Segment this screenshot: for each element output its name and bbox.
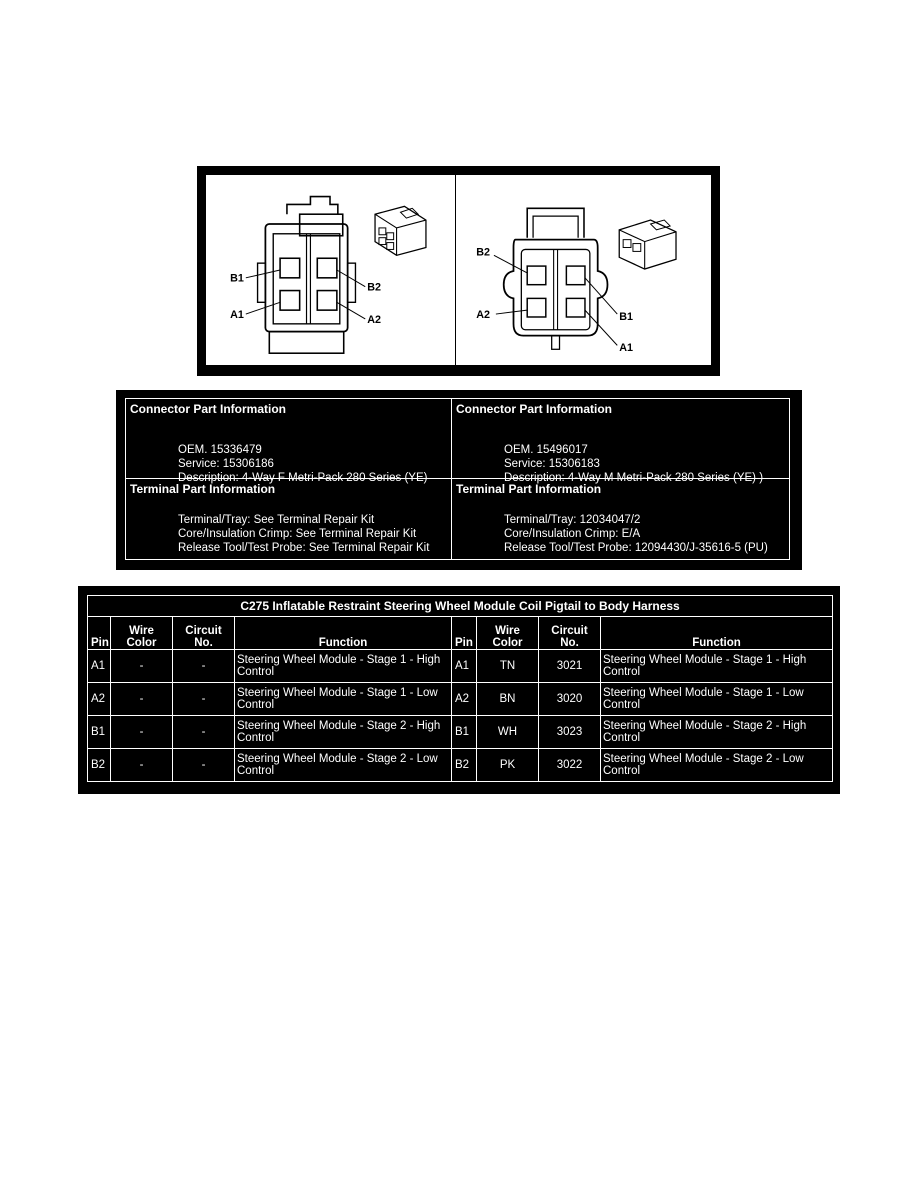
function-cell: Steering Wheel Module - Stage 2 - High Control [601,716,833,749]
wire-color-cell: - [111,650,173,683]
pin-cell: A1 [452,650,477,683]
wire-color-cell: BN [477,683,539,716]
section-heading: Connector Part Information [456,402,613,416]
column-header: Function [235,617,452,650]
description: Description: 4-Way F Metri-Pack 280 Series (YE) [178,472,428,484]
pin-label-b1: B1 [619,310,633,323]
pinout-table-box [78,586,840,794]
pin-cell: B2 [452,749,477,782]
connector-info-left [125,398,452,484]
column-header: Wire Color [477,617,539,650]
part-information-box [116,390,802,570]
table-row [88,683,833,716]
release-tool: Release Tool/Test Probe: See Terminal Repair Kit [178,542,430,554]
pin-cell: B1 [452,716,477,749]
wire-color-cell: - [111,683,173,716]
pin-label-b2: B2 [367,281,381,294]
circuit-cell: 3023 [539,716,601,749]
function-cell: Steering Wheel Module - Stage 2 - Low Control [601,749,833,782]
table-row [88,716,833,749]
pinout-table [87,595,833,782]
insulation-crimp: Core/Insulation Crimp: E/A [504,528,641,540]
column-header: Circuit No. [173,617,235,650]
service-number: Service: 15306186 [178,458,274,470]
male-connector-view [456,175,711,365]
insulation-crimp: Core/Insulation Crimp: See Terminal Repair Kit [178,528,417,540]
circuit-cell: - [173,749,235,782]
function-cell: Steering Wheel Module - Stage 2 - High Control [235,716,452,749]
pin-cell: B1 [88,716,111,749]
wire-color-cell: WH [477,716,539,749]
terminal-info-left [125,478,452,560]
function-cell: Steering Wheel Module - Stage 1 - Low Control [601,683,833,716]
oem-number: OEM. 15336479 [178,444,262,456]
pin-label-b1: B1 [230,272,244,285]
circuit-cell: 3021 [539,650,601,683]
circuit-cell: 3020 [539,683,601,716]
pin-cell: A1 [88,650,111,683]
pin-cell: A2 [88,683,111,716]
wire-color-cell: - [111,749,173,782]
wire-color-cell: PK [477,749,539,782]
table-title: C275 Inflatable Restraint Steering Wheel Module Coil Pigtail to Body Harness [88,596,833,617]
pin-label-b2: B2 [476,246,491,259]
function-cell: Steering Wheel Module - Stage 1 - High Control [235,650,452,683]
function-cell: Steering Wheel Module - Stage 2 - Low Control [235,749,452,782]
terminal-tray: Terminal/Tray: 12034047/2 [504,514,641,526]
column-header: Pin [452,617,477,650]
circuit-cell: - [173,716,235,749]
section-heading: Connector Part Information [130,402,287,416]
section-heading: Terminal Part Information [456,482,602,496]
column-header: Circuit No. [539,617,601,650]
terminal-info-right [451,478,790,560]
terminal-tray: Terminal/Tray: See Terminal Repair Kit [178,514,375,526]
connector-diagram [197,166,720,376]
column-header: Wire Color [111,617,173,650]
description: Description: 4-Way M Metri-Pack 280 Series (YE) ) [504,472,764,484]
column-header: Function [601,617,833,650]
table-row [88,749,833,782]
pin-label-a2: A2 [367,313,381,326]
function-cell: Steering Wheel Module - Stage 1 - Low Control [235,683,452,716]
pin-label-a2: A2 [476,308,491,321]
section-heading: Terminal Part Information [130,482,276,496]
column-header: Pin [88,617,111,650]
function-cell: Steering Wheel Module - Stage 1 - High Control [601,650,833,683]
wire-color-cell: TN [477,650,539,683]
circuit-cell: - [173,683,235,716]
pin-cell: B2 [88,749,111,782]
wire-color-cell: - [111,716,173,749]
female-connector-drawing [208,177,453,363]
pin-label-a1: A1 [230,308,244,321]
male-connector-drawing [458,177,709,363]
pin-label-a1: A1 [619,342,633,355]
pin-cell: A2 [452,683,477,716]
connector-info-right [451,398,790,484]
table-row [88,650,833,683]
service-number: Service: 15306183 [504,458,600,470]
circuit-cell: 3022 [539,749,601,782]
female-connector-view [206,175,455,365]
oem-number: OEM. 15496017 [504,444,588,456]
release-tool: Release Tool/Test Probe: 12094430/J-35616-5 (PU) [504,542,768,554]
circuit-cell: - [173,650,235,683]
